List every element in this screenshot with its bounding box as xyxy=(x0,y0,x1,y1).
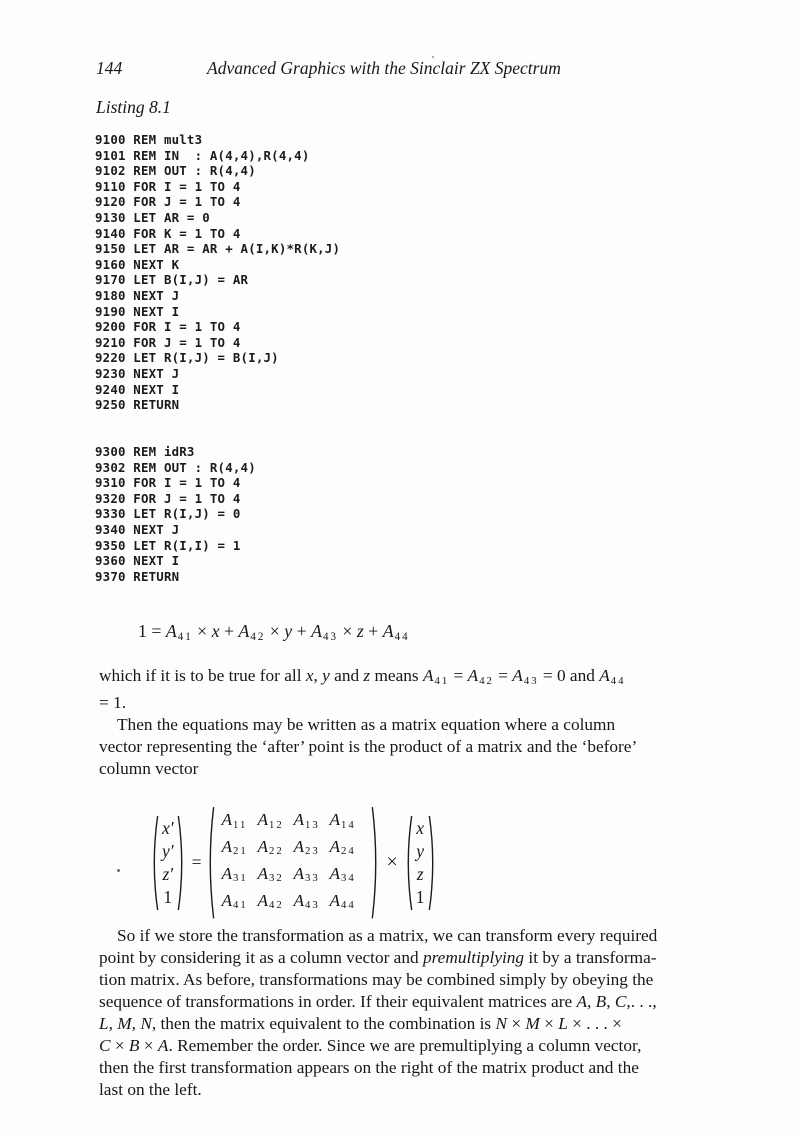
vector-entry: z xyxy=(416,863,424,884)
matrix-cell: A14 xyxy=(329,810,356,831)
times-sign: × xyxy=(386,851,398,874)
coefficient-matrix xyxy=(206,806,380,919)
matrix-row xyxy=(221,863,365,890)
text-line: Then the equations may be written as a matrix equation where a column xyxy=(117,715,616,734)
code-line: 9100 REM mult3 xyxy=(95,132,203,147)
left-parenthesis-icon xyxy=(206,806,215,919)
matrix-cell: A44 xyxy=(329,890,356,912)
code-line: 9160 NEXT K xyxy=(95,256,180,272)
matrix-cell: A24 xyxy=(329,836,356,858)
text-line: C × B × A. Remember the order. Since we are premultiplying a column vector, xyxy=(99,1036,642,1055)
code-line: 9180 NEXT J xyxy=(95,287,180,303)
left-parenthesis-icon xyxy=(150,815,159,911)
code-line: 9240 NEXT I xyxy=(95,381,180,397)
code-line: 9302 REM OUT : R(4,4) xyxy=(95,459,256,475)
matrix-row xyxy=(221,890,365,917)
code-line: 9370 RETURN xyxy=(95,568,180,584)
paragraph-which-if xyxy=(99,665,739,714)
matrix-cell: A43 xyxy=(293,890,320,912)
matrix-cell: A22 xyxy=(257,836,284,858)
code-line: 9210 FOR J = 1 TO 4 xyxy=(95,334,241,350)
code-line: 9300 REM idR3 xyxy=(95,444,195,459)
text-line: = 1. xyxy=(99,692,127,712)
code-line: 9102 REM OUT : R(4,4) xyxy=(95,163,256,179)
code-line: 9250 RETURN xyxy=(95,397,180,413)
matrix-cell: A12 xyxy=(257,810,284,831)
text-line: column vector xyxy=(99,759,199,778)
matrix-equation xyxy=(150,806,437,919)
code-line: 9101 REM IN : A(4,4),R(4,4) xyxy=(95,147,310,163)
matrix-cell: A11 xyxy=(221,810,248,831)
listing-caption: Listing 8.1 xyxy=(96,97,171,117)
scan-speck xyxy=(117,869,120,872)
text-line: then the first transformation appears on the right of the matrix product and the xyxy=(99,1058,639,1077)
code-listing-idr3 xyxy=(95,444,256,584)
text-line: point by considering it as a column vector and premultiplying it by a transforma- xyxy=(99,948,657,967)
text-line: tion matrix. As before, transformations may be combined simply by obeying the xyxy=(99,970,654,989)
matrix-cell: A33 xyxy=(293,863,320,885)
code-line: 9150 LET AR = AR + A(I,K)*R(K,J) xyxy=(95,241,341,257)
right-parenthesis-icon xyxy=(428,815,437,911)
scan-speck xyxy=(432,56,434,58)
matrix-cell: A34 xyxy=(329,863,356,885)
text-line: vector representing the ‘after’ point is the product of a matrix and the ‘before’ xyxy=(99,737,638,756)
paragraph-so-if-we-store xyxy=(99,925,739,1101)
matrix-cell: A31 xyxy=(221,863,248,885)
code-line: 9310 FOR I = 1 TO 4 xyxy=(95,475,241,491)
matrix-cell: A13 xyxy=(293,810,320,831)
matrix-cell: A42 xyxy=(257,890,284,912)
code-line: 9140 FOR K = 1 TO 4 xyxy=(95,225,241,241)
column-vector-after xyxy=(150,815,186,911)
code-line: 9320 FOR J = 1 TO 4 xyxy=(95,490,241,506)
vector-entry: 1 xyxy=(163,886,173,907)
equals-sign: = xyxy=(191,852,202,873)
text-line: So if we store the transformation as a matrix, we can transform every required xyxy=(117,926,658,945)
running-title: Advanced Graphics with the Sinclair ZX Spectrum xyxy=(207,58,561,78)
vector-entry: x′ xyxy=(162,817,174,838)
code-line: 9340 NEXT J xyxy=(95,521,180,537)
code-line: 9170 LET B(I,J) = AR xyxy=(95,272,249,288)
left-parenthesis-icon xyxy=(404,815,413,911)
code-line: 9120 FOR J = 1 TO 4 xyxy=(95,194,241,210)
vector-entry: x xyxy=(416,817,425,838)
inline-equation-row4: 1 = A41 × x + A42 × y + A43 × z + A44 xyxy=(138,621,410,643)
page-number: 144 xyxy=(96,58,123,78)
code-line: 9360 NEXT I xyxy=(95,553,180,569)
vector-entry: y′ xyxy=(162,840,174,861)
right-parenthesis-icon xyxy=(177,815,186,911)
matrix-cell: A23 xyxy=(293,836,320,858)
matrix-row xyxy=(221,836,365,863)
code-line: 9220 LET R(I,J) = B(I,J) xyxy=(95,350,279,366)
code-line: 9190 NEXT I xyxy=(95,303,180,319)
right-parenthesis-icon xyxy=(371,806,380,919)
paragraph-then-equations xyxy=(99,714,739,780)
column-vector-before xyxy=(404,815,437,911)
text-line: sequence of transformations in order. If their equivalent matrices are A, B, C,. . ., xyxy=(99,992,657,1011)
text-line: last on the left. xyxy=(99,1080,202,1099)
vector-entry: y xyxy=(416,840,425,861)
matrix-row xyxy=(221,809,365,836)
code-line: 9230 NEXT J xyxy=(95,365,180,381)
text-line: which if it is to be true for all x, y and z means A41 = A42 = A43 = 0 and A44 xyxy=(99,666,626,687)
page-header xyxy=(0,58,800,82)
code-line: 9130 LET AR = 0 xyxy=(95,209,210,225)
code-line: 9110 FOR I = 1 TO 4 xyxy=(95,178,241,194)
code-listing-mult3 xyxy=(95,132,340,413)
vector-entry: 1 xyxy=(415,886,425,907)
code-line: 9350 LET R(I,I) = 1 xyxy=(95,537,241,553)
code-line: 9200 FOR I = 1 TO 4 xyxy=(95,319,241,335)
text-line: L, M, N, then the matrix equivalent to the combination is N × M × L × . . . × xyxy=(99,1014,622,1033)
code-line: 9330 LET R(I,J) = 0 xyxy=(95,506,241,522)
matrix-cell: A41 xyxy=(221,890,248,912)
vector-entry: z′ xyxy=(162,863,174,884)
matrix-cell: A21 xyxy=(221,836,248,858)
matrix-cell: A32 xyxy=(257,863,284,885)
